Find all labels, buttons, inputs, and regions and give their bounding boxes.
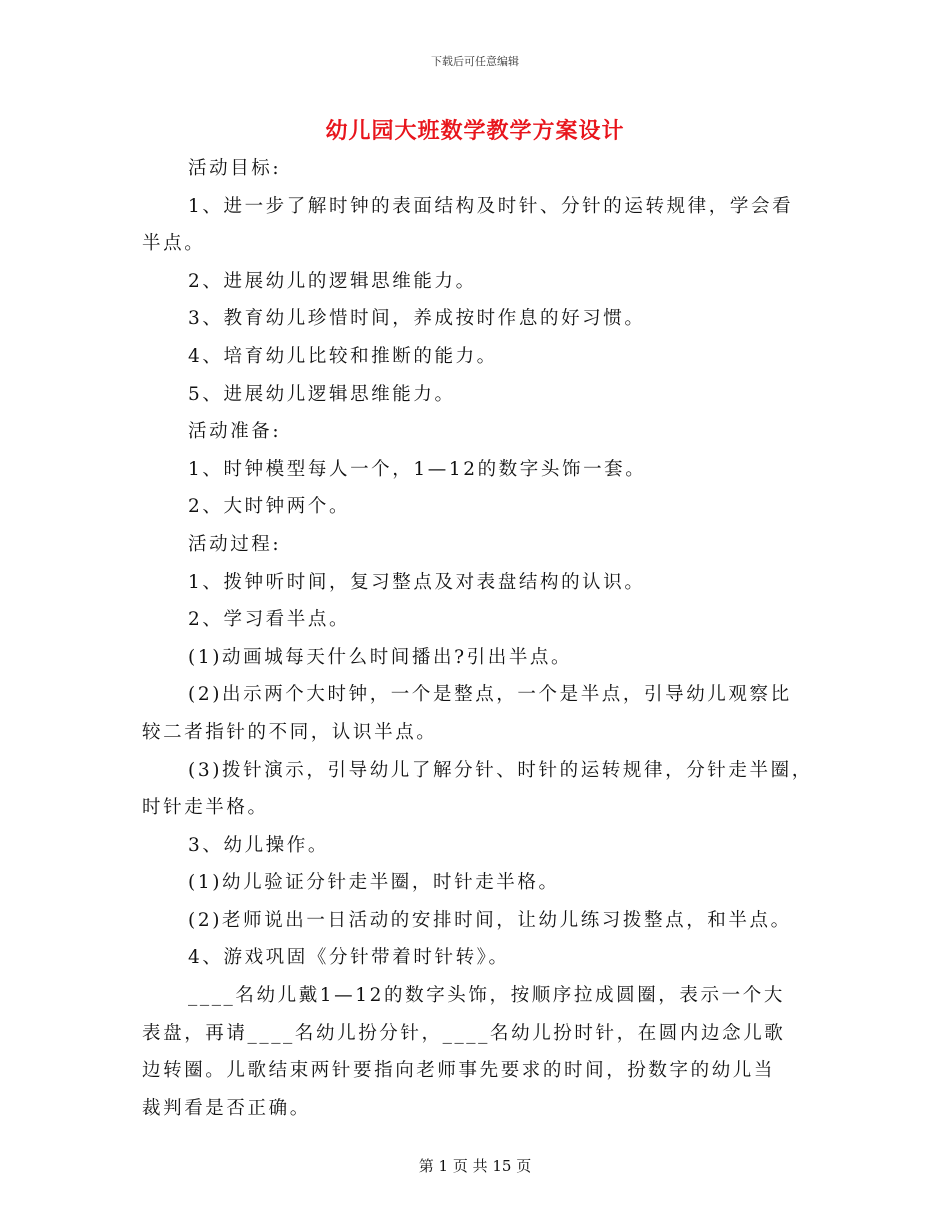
text-line: (1)动画城每天什么时间播出?引出半点。 xyxy=(188,646,573,668)
page-footer: 第 1 页 共 15 页 xyxy=(418,1157,532,1175)
text-line: 较二者指针的不同，认识半点。 xyxy=(142,721,438,743)
text-line: 1、拨钟听时间，复习整点及对表盘结构的认识。 xyxy=(188,571,646,593)
text-line: 活动过程: xyxy=(188,533,282,555)
text-line: 裁判看是否正确。 xyxy=(142,1097,311,1119)
text-line: 活动目标: xyxy=(188,158,282,179)
document-title: 幼儿园大班数学教学方案设计 xyxy=(325,118,625,144)
text-line: 边转圈。儿歌结束两针要指向老师事先要求的时间，扮数字的幼儿当 xyxy=(142,1060,776,1082)
text-line: 1、进一步了解时钟的表面结构及时针、分针的运转规律，学会看 xyxy=(188,195,794,217)
header-note: 下载后可任意编辑 xyxy=(431,55,519,68)
text-line: 2、进展幼儿的逻辑思维能力。 xyxy=(188,270,477,292)
text-line: 半点。 xyxy=(142,233,206,255)
document-body xyxy=(142,150,817,1127)
text-line: 4、游戏巩固《分针带着时针转》。 xyxy=(188,947,510,969)
text-line: 5、进展幼儿逻辑思维能力。 xyxy=(188,383,456,405)
text-line: (1)幼儿验证分针走半圈，时针走半格。 xyxy=(188,872,560,894)
text-line: 3、幼儿操作。 xyxy=(188,834,329,856)
text-line: 活动准备: xyxy=(188,421,282,443)
text-line: 4、培育幼儿比较和推断的能力。 xyxy=(188,345,498,367)
text-line: 2、学习看半点。 xyxy=(188,609,351,631)
text-line: 表盘，再请____名幼儿扮分针，____名幼儿扮时针，在圆内边念儿歌 xyxy=(142,1022,786,1044)
text-line: 1、时钟模型每人一个，1—12的数字头饰一套。 xyxy=(188,458,647,480)
text-line: ____名幼儿戴1—12的数字头饰，按顺序拉成圆圈，表示一个大 xyxy=(188,985,785,1007)
text-line: 时针走半格。 xyxy=(142,797,269,819)
text-line: 2、大时钟两个。 xyxy=(188,496,351,518)
text-line: (2)出示两个大时钟，一个是整点，一个是半点，引导幼儿观察比 xyxy=(188,684,792,706)
text-line: 3、教育幼儿珍惜时间，养成按时作息的好习惯。 xyxy=(188,308,646,330)
text-line: (2)老师说出一日活动的安排时间，让幼儿练习拨整点，和半点。 xyxy=(188,909,792,931)
text-line: (3)拨针演示，引导幼儿了解分针、时针的运转规律，分针走半圈， xyxy=(188,759,813,781)
